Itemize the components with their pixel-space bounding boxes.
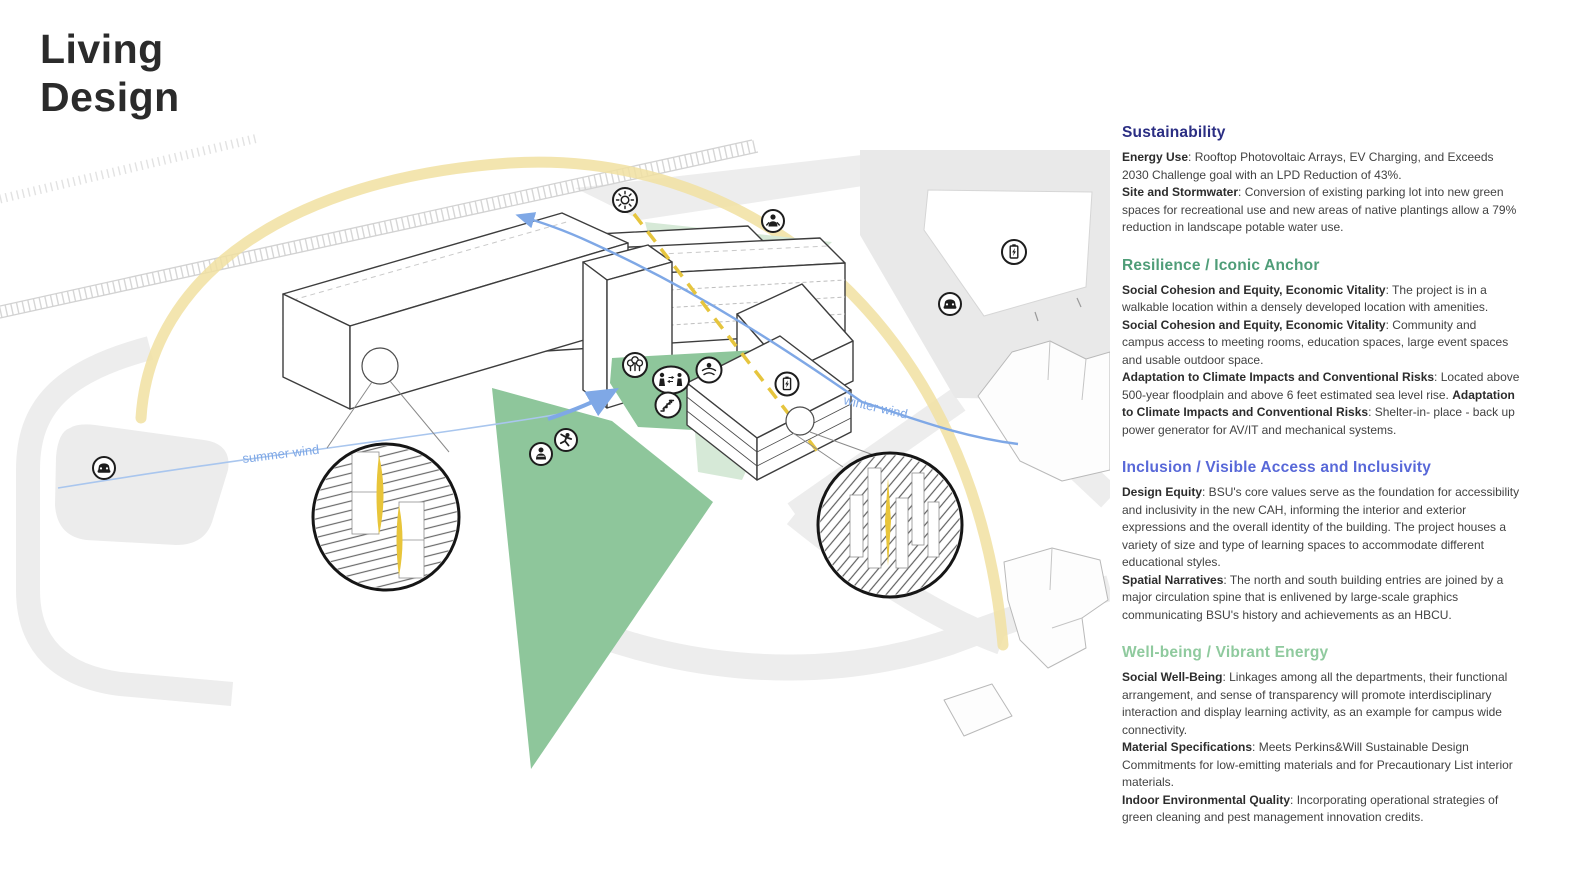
meditation-icon (697, 358, 722, 383)
performer-icon (762, 210, 784, 232)
spec-item (1122, 484, 1520, 572)
green-space-main (492, 388, 713, 769)
ev-charging-icon (1002, 240, 1026, 264)
section-sustainability (1122, 124, 1520, 237)
spec-item (1122, 149, 1520, 184)
section-heading: Resilience / Iconic Anchor (1122, 256, 1320, 274)
people-exchange-icon (653, 367, 689, 394)
detail-circle-left (313, 444, 459, 590)
spec-text: : The project is in a walkable location within a densely developed location with amenities. (1122, 282, 1489, 315)
page-title-line2: Design (40, 73, 180, 120)
spec-text: : BSU's core values serve as the foundation for accessibility and inclusivity in the new CAH, informing the interior and exterior expressions and the overall identity of the building. The project houses a variety of size and type of learning spaces to accommodate different educational styles. (1122, 485, 1520, 570)
context-buildings (944, 341, 1110, 736)
page-title (40, 26, 180, 122)
spec-label: Energy Use (1122, 150, 1189, 164)
section-heading: Well-being / Vibrant Energy (1122, 644, 1329, 662)
spec-item (1122, 669, 1520, 739)
spec-item (1122, 792, 1520, 827)
spec-label: Design Equity (1122, 485, 1203, 500)
spec-item (1122, 369, 1520, 439)
winter-wind-label: winter wind (842, 392, 910, 422)
section-heading: Inclusion / Visible Access and Inclusivity (1122, 459, 1432, 477)
spec-text: : Shelter-in- place - back up power generator for AV/IT and mechanical systems. (1122, 405, 1515, 437)
spec-label: Social Well-Being (1122, 670, 1223, 685)
artist-icon (530, 443, 552, 465)
detail-circle-right (818, 453, 962, 597)
spec-text: : Conversion of existing parking lot into new green spaces for recreational use and new areas of native plantings allow a 79% reduction in landscape potable water use. (1122, 185, 1517, 235)
spec-text: : Linkages among all the departments, their functional arrangement, and sense of transparency will promote interdisciplinary interaction and display learning activity, as an example for campus wide connectivity. (1122, 670, 1508, 737)
section-wellbeing (1122, 644, 1520, 827)
spec-label: Social Cohesion and Equity, Economic Vitality (1122, 317, 1386, 332)
spec-item (1122, 572, 1520, 625)
spec-text: : Located above 500-year floodplain and above 6 feet estimated sea level rise. (1122, 370, 1520, 402)
spec-text: : Incorporating operational strategies of green cleaning and pest management innovation credits. (1122, 792, 1499, 825)
spec-item (1122, 184, 1520, 237)
spec-label: Adaptation to Climate Impacts and Conventional Risks (1122, 370, 1435, 385)
spec-panel (1122, 124, 1520, 847)
summer-wind-label: summer wind (241, 441, 321, 466)
section-inclusion (1122, 459, 1520, 624)
spec-text: : Community and campus access to meeting rooms, education spaces, large event spaces and usable outdoor space. (1122, 317, 1509, 367)
battery-icon (776, 373, 799, 396)
car-icon (939, 293, 961, 315)
spec-item (1122, 739, 1520, 792)
section-heading: Sustainability (1122, 124, 1226, 141)
spec-text: : Meets Perkins&Will Sustainable Design Commitments for low-emitting materials and for Precautionary List interior materials. (1122, 740, 1513, 790)
spec-item (1122, 282, 1520, 317)
spec-text: : The north and south building entries are joined by a major circulation spine that is enlivened by large-scale graphics communicating BSU's history and achievements as an HBCU. (1122, 572, 1504, 622)
spec-item (1122, 317, 1520, 370)
car-icon-2 (93, 457, 115, 479)
stairs-icon (656, 393, 681, 418)
page-title-line1: Living (40, 26, 164, 72)
dancer-icon (555, 429, 577, 451)
spec-label: Site and Stormwater (1122, 185, 1239, 200)
spec-label: Social Cohesion and Equity, Economic Vitality (1122, 282, 1386, 297)
sun-icon (613, 188, 637, 212)
section-resilience (1122, 257, 1520, 440)
trees-icon (623, 353, 647, 377)
spec-label: Indoor Environmental Quality (1122, 792, 1291, 807)
spec-label: Spatial Narratives (1122, 572, 1224, 587)
spec-label: Material Specifications (1122, 740, 1253, 755)
spec-text: : Rooftop Photovoltaic Arrays, EV Charging, and Exceeds 2030 Challenge goal with an LPD Reduction of 43%. (1122, 150, 1494, 182)
spec-label: Adaptation to Climate Impacts and Conventional Risks (1122, 387, 1515, 420)
building-left (283, 213, 628, 409)
